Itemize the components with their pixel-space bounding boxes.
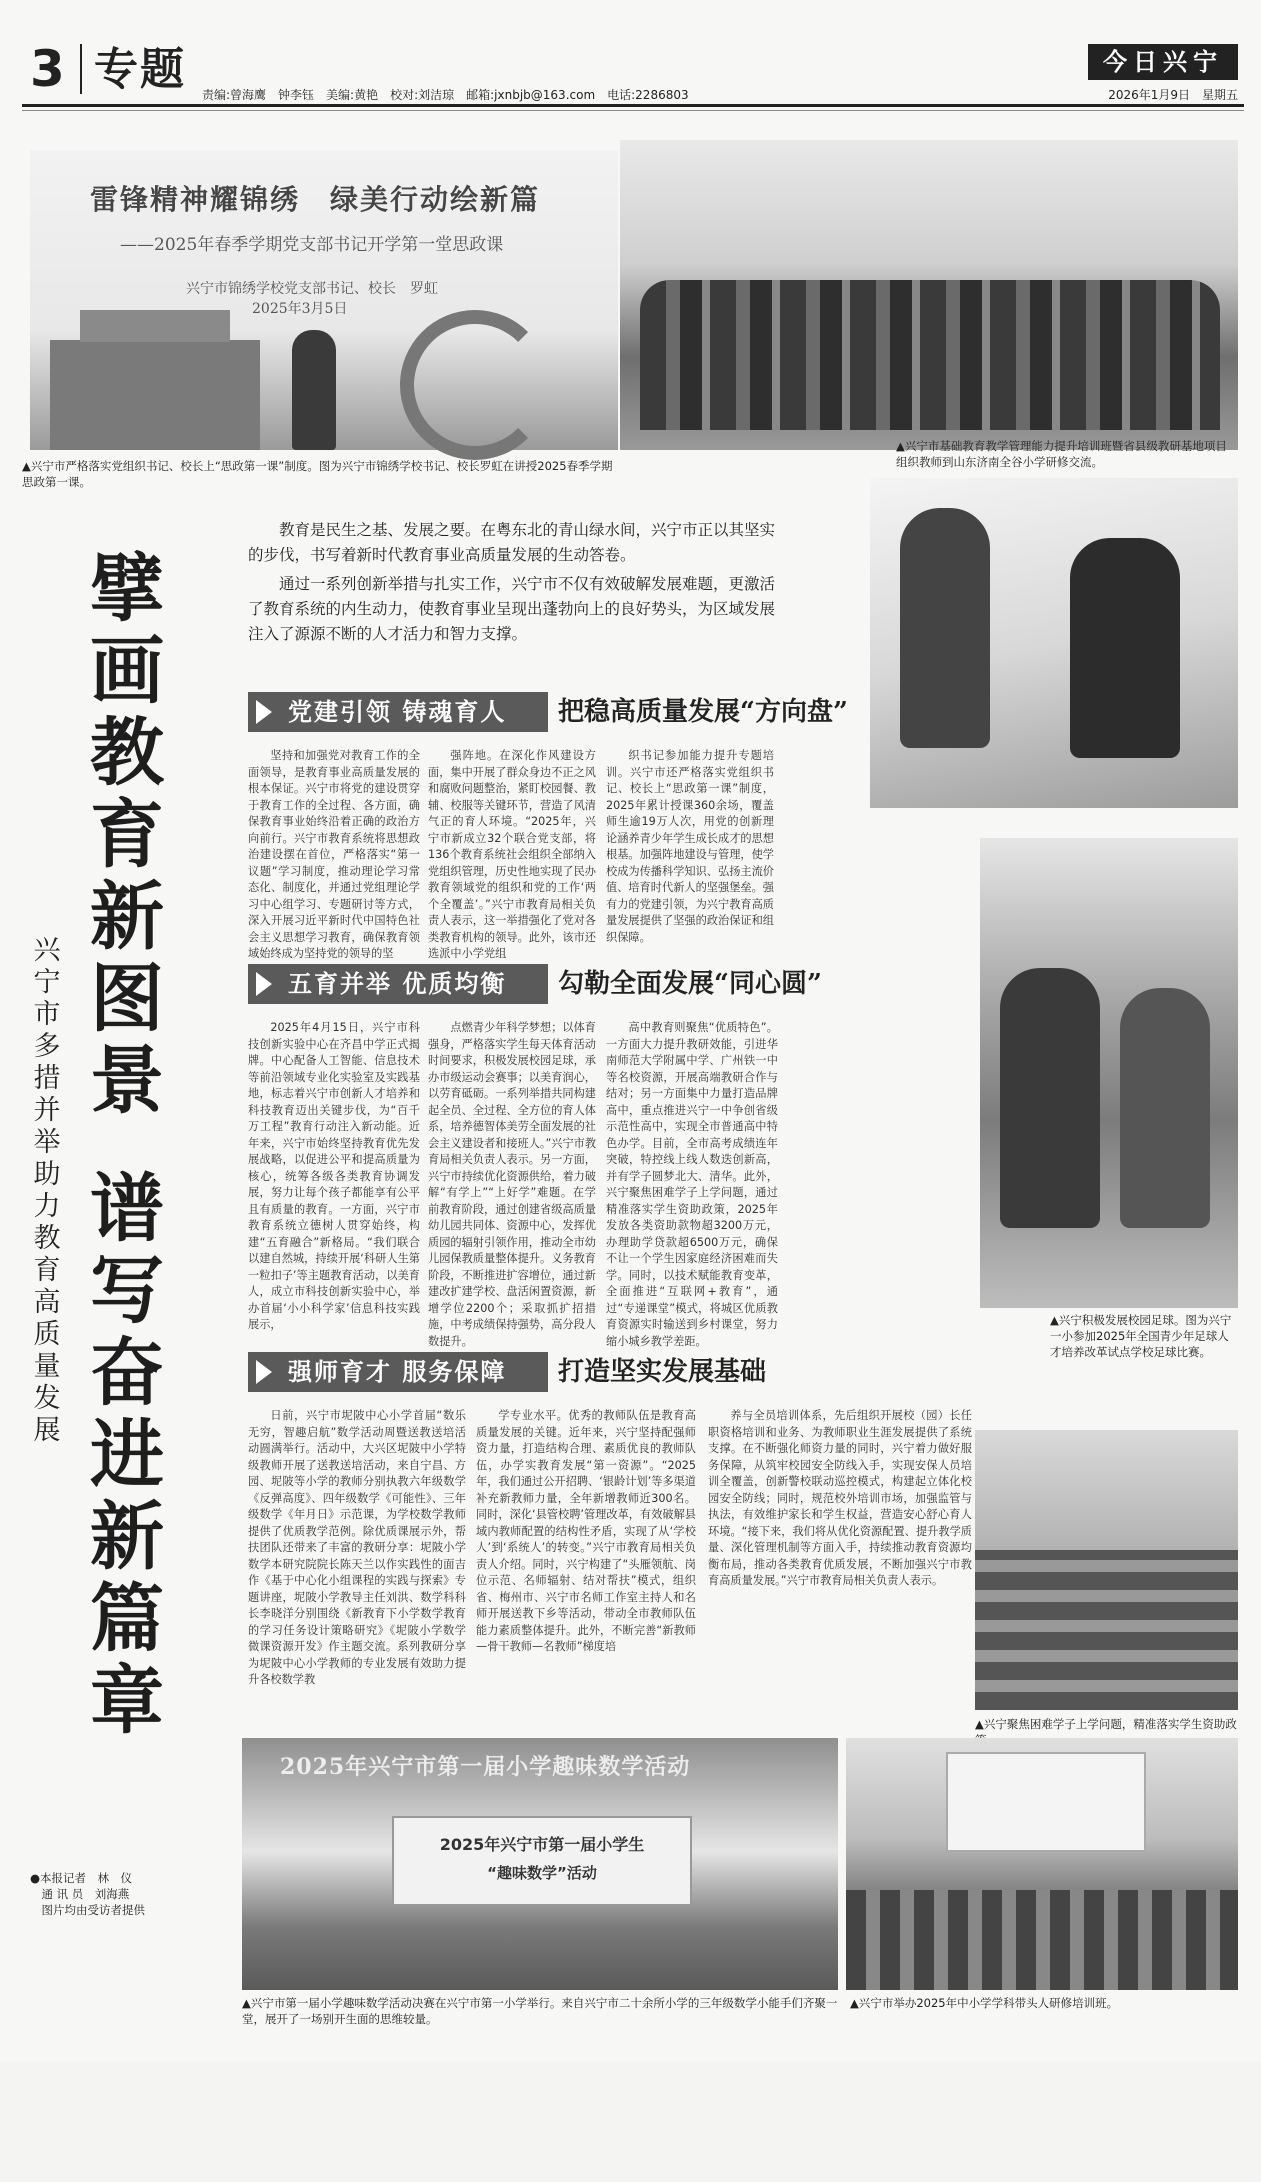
tiananmen-graphic (50, 340, 260, 450)
article-column (428, 1020, 597, 1348)
lead-text (248, 518, 778, 651)
body-paragraph: 养与全员培训体系，先后组织开展校（园）长任职资格培训和业务、为教师职业生涯发展提供了系统支撑。在不断强化师资力量的同时，兴宁着力做好服务保障，从筑牢校园安全防线入手，实现安保人员培训全覆盖，创新警校联动巡控模式，构建起立体化校园安全防线；同时，规范校外培训市场，加强监管与执法，有效维护家长和学生权益，营造安心舒心育人环境。“接下来，我们将从优化资源配置、提升教学质量、深化管理机制等方面入手，持续推动教育资源均衡布局，推动各类教育优质发展，不断加强兴宁市教育高质量发展。”兴宁市教育局相关负责人表示。 (708, 1409, 972, 1587)
subhead-char: 兴 (33, 935, 61, 966)
issue-date: 2026年1月9日 星期五 (1108, 88, 1238, 102)
article-column (248, 1408, 466, 1720)
subhead-char: 助 (33, 1159, 61, 1190)
photo-teacher-study-tour (620, 140, 1238, 450)
section-tag: 强师育才 服务保障 (248, 1352, 548, 1392)
headline-char: 画 (90, 628, 164, 714)
party-emblem-graphic (400, 310, 550, 460)
page-header (22, 30, 1244, 108)
caption-study-tour: ▲兴宁市基础教育教学管理能力提升培训班暨省县级教研基地项目组织教师到山东济南全谷小学研修交流。 (896, 439, 1227, 469)
caption-student-aid: ▲兴宁聚焦困难学子上学问题，精准落实学生资助政 (975, 1717, 1237, 1731)
body-paragraph: 点燃青少年科学梦想；以体育强身，严格落实学生每天体育活动时间要求，积极发展校园足球，承办市级运动会赛事；以美育润心，以劳育砥砺。一系列举措共同构建起全员、全过程、全方位的育人体系，培养德智体美劳全面发展的社会主义建设者和接班人。”兴宁市教育局相关负责人表示。另一方面，兴宁市持续优化资源供给，着力破解“有学上”“上好学”难题。在学前教育阶段，通过创建省级高质量幼儿园共同体、资源中心，发挥优质园的辐射引领作用，推动全市幼儿园保教质量整体提升。义务教育阶段，不断推进扩容增位，通过新建改扩建学校、盘活闲置资源，新增学位2200个；采取抓扩招措施，中考成绩保持强势，高分段人数提升。 (428, 1021, 597, 1348)
article-column (708, 1408, 972, 1720)
article-column (606, 748, 774, 944)
section-name: 专题 (94, 44, 186, 95)
article-column (606, 1020, 778, 1348)
player-figure (1120, 988, 1210, 1228)
banner-subtitle: ——2025年春季学期党支部书记开学第一堂思政课 (120, 235, 504, 255)
body-paragraph: 强阵地。在深化作风建设方面，集中开展了群众身边不正之风和腐败问题整治，紧盯校园餐、教辅、校服等关键环节，营造了风清气正的育人环境。“2025年，兴宁市新成立32个联合党支部，将136个教育系统社会组织全部纳入党组织管理，历史性地实现了民办教育领域党的组织和党的工作‘两个全覆盖’。”兴宁市教育局相关负责人表示，这一举措强化了党对各类教育机构的领导。此外，该市还选派中小学党组 (428, 749, 596, 960)
lead-paragraph: 教育是民生之基、发展之要。在粤东北的青山绿水间，兴宁市正以其坚实的步伐，书写着新时代教育事业高质量发展的生动答卷。 (248, 521, 776, 564)
subhead-char: 高 (33, 1287, 61, 1318)
subhead-char: 展 (33, 1415, 61, 1446)
byline-reporter: ●本报记者 林 仪 (30, 1871, 133, 1885)
subhead-char: 并 (33, 1095, 61, 1126)
banner-date: 2025年3月5日 (252, 301, 348, 317)
newspaper-logo: 今日兴宁 (1088, 44, 1238, 80)
byline (30, 1870, 180, 1918)
section-title: 勾勒全面发展“同心圆” (558, 969, 822, 999)
body-paragraph: 学专业水平。优秀的教师队伍是教育高质量发展的关键。近年来，兴宁坚持配强师资力量，打造结构合理、素质优良的教师队伍，办学实教育发展“第一资源”。“2025年，我们通过公开招聘、‘银龄计划’等多渠道补充新教师力量，全年新增教师近300名。同时，深化‘县管校聘’管理改革，有效破解县域内教师配置的结构性矛盾，实现了从‘学校人’到‘系统人’的转变。”兴宁市教育局相关负责人介绍。同时，兴宁构建了“头雁领航、岗位示范、名师辐射、结对帮扶”模式，组织省、梅州市、兴宁市名师工作室主持人和名师开展送教下乡等活动，带动全市教师队伍能力素质整体提升。此外，不断完善“新教师—骨干教师—名教师”梯度培 (476, 1409, 696, 1653)
section-title: 把稳高质量发展“方向盘” (558, 697, 848, 727)
headline-char: 图 (90, 956, 164, 1042)
subhead-char: 育 (33, 1255, 61, 1286)
section-tag: 党建引领 铸魂育人 (248, 692, 548, 732)
photo-math-contest (242, 1738, 838, 1990)
section-title: 打造坚实发展基础 (558, 1357, 767, 1387)
player-figure (1000, 968, 1100, 1228)
math-board-line: 2025年兴宁市第一届小学生 (439, 1835, 645, 1854)
caption-teacher-training: ▲兴宁市举办2025年中小学学科带头人研修培训班。 (850, 1996, 1119, 2010)
headline-char: 奋 (90, 1330, 164, 1416)
article-column (428, 748, 596, 960)
caption-lecture: ▲兴宁市严格落实党组织书记、校长上“思政第一课”制度。图为兴宁市锦绣学校书记、校长罗虹在讲授2025春季学期思政第一课。 (22, 459, 613, 489)
body-paragraph: 织书记参加能力提升专题培训。兴宁市还严格落实党组织书记、校长上“思政第一课”制度，2025年累计授课360余场，覆盖师生逾19万人次，用党的创新理论涵养青少年学生成长成才的思想根基。加强阵地建设与管理，使学校成为传播科学知识、弘扬主流价值、培育时代新人的坚强堡垒。强有力的党建引领，为兴宁教育高质量发展提供了坚强的政治保证和组织保障。 (606, 749, 774, 944)
lead-paragraph: 通过一系列创新举措与扎实工作，兴宁市不仅有效破解发展难题，更激活了教育系统的内生动力，使教育事业呈现出蓬勃向上的良好势头，为区域发展注入了源源不断的人才活力和智力支撑。 (248, 575, 776, 643)
subhead-char: 多 (33, 1031, 61, 1062)
math-banner-text: 2025年兴宁市第一届小学趣味数学活动 (280, 1754, 691, 1780)
subhead-char: 力 (33, 1191, 61, 1222)
article-column (476, 1408, 696, 1720)
banner-title: 雷锋精神耀锦绣 绿美行动绘新篇 (90, 183, 541, 216)
byline-photo-credit: 图片均由受访者提供 (30, 1903, 145, 1917)
presentation-screen (946, 1752, 1146, 1852)
subhead-char: 量 (33, 1351, 61, 1382)
player-figure (900, 508, 990, 748)
headline-char: 景 (90, 1038, 164, 1124)
headline-char: 新 (90, 874, 164, 960)
photo-teacher-training (846, 1738, 1238, 1990)
header-rule (22, 104, 1244, 107)
headline-char: 谱 (90, 1166, 164, 1252)
article-column (248, 748, 420, 960)
editor-credits: 责编:曾海鹰 钟李钰 美编:黄艳 校对:刘洁琼 邮箱:jxnbjb@163.com 电话:2286803 (202, 88, 689, 102)
photo-ideology-lecture (30, 150, 618, 450)
banner-speaker: 兴宁市锦绣学校党支部书记、校长 罗虹 (186, 281, 438, 297)
subhead-char: 措 (33, 1063, 61, 1094)
headline-char: 写 (90, 1248, 164, 1334)
photo-soccer-match-2 (980, 838, 1238, 1308)
main-headline (82, 548, 172, 1742)
headline-char: 新 (90, 1494, 164, 1580)
subhead-char: 市 (33, 999, 61, 1030)
audience-seats (846, 1890, 1238, 1990)
photo-student-aid (975, 1430, 1238, 1710)
headline-char: 进 (90, 1412, 164, 1498)
photo-soccer-match-1 (870, 478, 1238, 808)
byline-correspondent: 通 讯 员 刘海燕 (30, 1887, 130, 1901)
page-number: 3 (30, 40, 65, 98)
caption-math-contest: ▲兴宁市第一届小学趣味数学活动决赛在兴宁市第一小学举行。来自兴宁市二十余所小学的三年级数学小能手们齐聚一堂，展开了一场别开生面的思维较量。 (242, 1996, 838, 2026)
headline-gap (82, 1122, 172, 1168)
section-tag: 五育并举 优质均衡 (248, 964, 548, 1004)
subhead-char: 教 (33, 1223, 61, 1254)
classroom-rows (975, 1550, 1238, 1710)
subhead-char: 发 (33, 1383, 61, 1414)
subhead-char: 宁 (33, 967, 61, 998)
sub-headline (30, 935, 64, 1447)
headline-char: 育 (90, 792, 164, 878)
speaker-figure (292, 330, 336, 450)
subhead-char: 举 (33, 1127, 61, 1158)
headline-char: 篇 (90, 1576, 164, 1662)
body-paragraph: 2025年4月15日，兴宁市科技创新实验中心在齐昌中学正式揭牌。中心配备人工智能、信息技术等前沿领域专业化实验室及实践基地，标志着兴宁市创新人才培养和科技教育迈出关键步伐，为“百千万工程”教育行动注入新动能。近年来，兴宁市始终坚持教育优先发展战略，以促进公平和提高质量为核心，统筹各级各类教育协调发展，努力让每个孩子都能享有公平且有质量的教育。一方面，兴宁市教育系统立德树人贯穿始终，构建“五育融合”新格局。“我们联合以建自然城，持续开展‘科研人生第一粒扣子’等主题教育活动，以美育人，成立市科技创新实验中心，举办首届‘小小科学家’信息科技实践展示， (248, 1021, 420, 1331)
article-column (248, 1020, 420, 1340)
math-board-line: “趣味数学”活动 (487, 1864, 597, 1882)
body-paragraph: 日前，兴宁市坭陂中心小学首届“数乐无穷，智趣启航”数学活动周暨送教送培活动圆满举行。活动中，大兴区坭陂中小学特级教师开展了送教送培活动，来自宁昌、方园、坭陂等小学的教师分别执教六年级数学《反弹高度》、四年级数学《可能性》、三年级数学《年月日》示范课，为学校数学教师提供了优质教学范例。除优质课展示外，帮扶团队还带来了丰富的教研分享：坭陂小学数学本研究院院长陈天兰以作实践性的面吉作《基于中心化小组课程的实践与探索》专题讲座，坭陂小学教导主任刘洪、数学科科长李晓洋分别围绕《新教育下小学数学教育的学习任务设计策略研究》《坭陂小学数学微课资源开发》作主题交流。系列教研分享为坭陂中心小学教师的专业发展有效助力提升各校数学教 (248, 1409, 466, 1686)
subhead-char: 质 (33, 1319, 61, 1350)
group-people (640, 280, 1220, 430)
math-stage-board (392, 1816, 692, 1906)
headline-char: 教 (90, 710, 164, 796)
caption-soccer: ▲兴宁积极发展校园足球。图为兴宁一小参加2025年全国青少年足球人才培养改革试点学校足球比赛。 (1050, 1313, 1232, 1359)
player-figure (1070, 538, 1180, 758)
body-paragraph: 高中教育则聚焦“优质特色”。一方面大力提升教研效能，引进华南师范大学附属中学、广州铁一中等名校资源，开展高端教研合作与结对；另一方面集中力量打造品牌高中，重点推进兴宁一中争创省级示范性高中，实现全市普通高中特色办学。目前，全市高考成绩连年突破，特控线上线人数迭创新高，并有学子圆梦北大、清华。此外，兴宁聚焦困难学子上学问题，通过精准落实学生资助政策，2025年发放各类资助款物超3200万元，办理助学贷款超6500万元，确保不让一个学生因家庭经济困难而失学。同时，以技术赋能教育变革，全面推进“互联网+教育”，通过“专递课堂”模式，将城区优质教育资源实时输送到乡村课堂，努力缩小城乡教学差距。 (606, 1021, 778, 1348)
headline-char: 擘 (90, 546, 164, 632)
body-paragraph: 坚持和加强党对教育工作的全面领导，是教育事业高质量发展的根本保证。兴宁市将党的建设贯穿于教育工作的全过程、各方面，确保教育事业始终沿着正确的政治方向前行。兴宁市教育系统将思想政治建设摆在首位，严格落实“第一议题”学习制度，推动理论学习常态化、制度化，并通过党组理论学习中心组学习、专题研讨等方式，深入开展习近平新时代中国特色社会主义思想学习教育，确保教育领域始终成为坚持党的领导的坚 (248, 749, 420, 960)
headline-char: 章 (90, 1658, 164, 1744)
header-rule-thin (22, 110, 1244, 111)
header-divider (80, 44, 82, 94)
